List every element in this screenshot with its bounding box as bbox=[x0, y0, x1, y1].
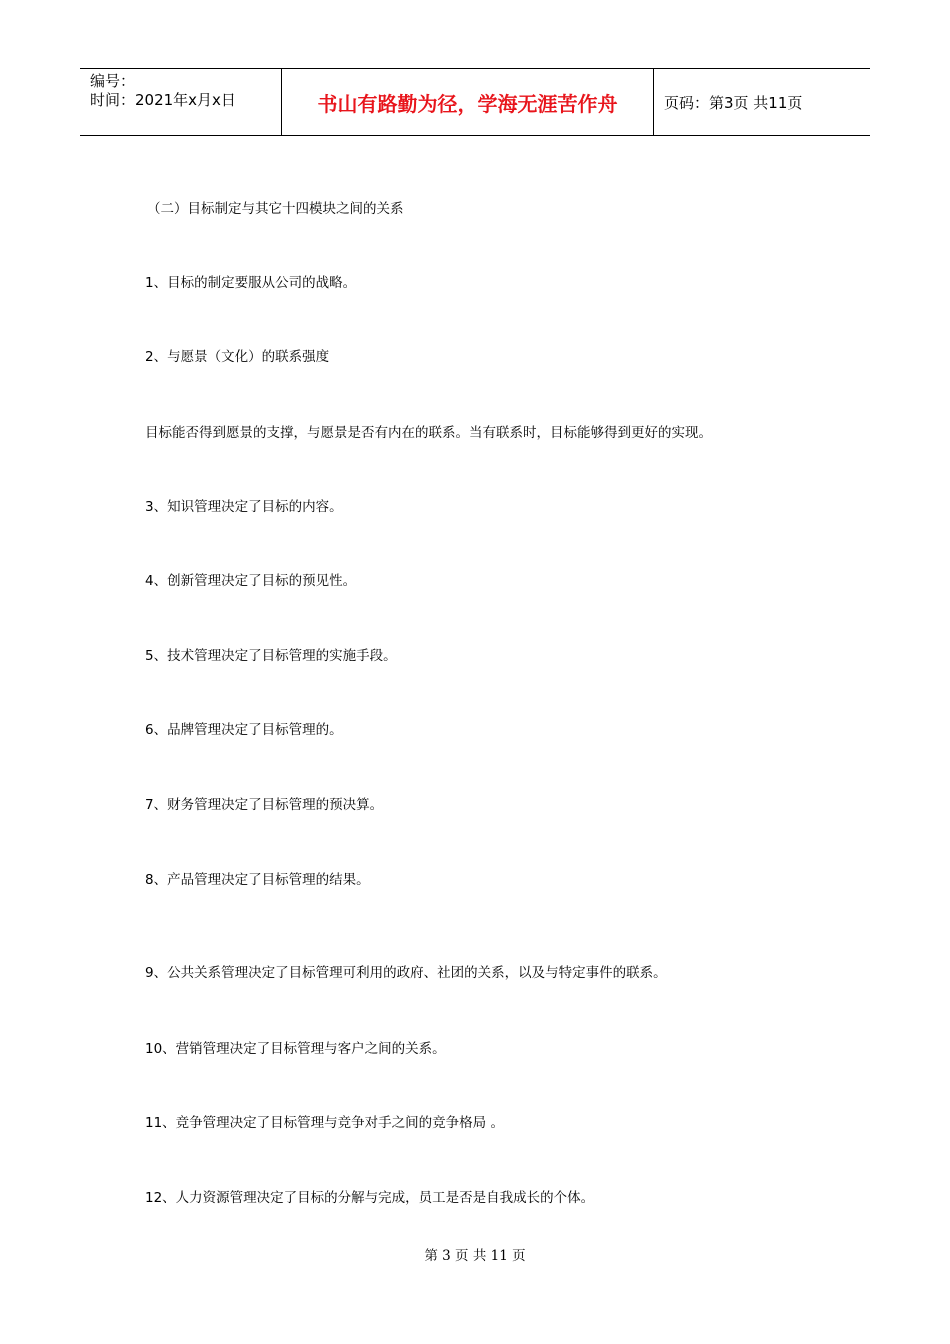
list-item: 5、技术管理决定了目标管理的实施手段。 bbox=[145, 648, 397, 664]
list-item: 11、竞争管理决定了目标管理与竞争对手之间的竞争格局 。 bbox=[145, 1115, 504, 1131]
list-item: 10、营销管理决定了目标管理与客户之间的关系。 bbox=[145, 1041, 446, 1057]
header-page-cell bbox=[654, 69, 870, 135]
document-header bbox=[80, 68, 870, 136]
list-item: 7、财务管理决定了目标管理的预决算。 bbox=[145, 797, 384, 813]
header-meta-cell bbox=[80, 69, 281, 135]
list-item: 2、与愿景（文化）的联系强度 bbox=[145, 349, 330, 365]
list-item: 3、知识管理决定了目标的内容。 bbox=[145, 499, 343, 515]
page-footer: 第 3 页 共 11 页 bbox=[424, 1248, 526, 1264]
list-item: 12、人力资源管理决定了目标的分解与完成，员工是否是自我成长的个体。 bbox=[145, 1190, 595, 1206]
motto: 书山有路勤为径，学海无涯苦作舟 bbox=[317, 92, 618, 116]
time-label: 时间：2021年x月x日 bbox=[90, 91, 236, 109]
header-motto-cell bbox=[281, 69, 654, 135]
list-item: 4、创新管理决定了目标的预见性。 bbox=[145, 573, 357, 589]
page-info: 页码：第3页 共11页 bbox=[664, 94, 803, 112]
list-item: 6、品牌管理决定了目标管理的。 bbox=[145, 722, 343, 738]
list-item: 8、产品管理决定了目标管理的结果。 bbox=[145, 872, 370, 888]
body-paragraph: 目标能否得到愿景的支撑，与愿景是否有内在的联系。当有联系时，目标能够得到更好的实现。 bbox=[145, 425, 712, 441]
section-heading: （二）目标制定与其它十四模块之间的关系 bbox=[147, 201, 404, 217]
list-item: 9、公共关系管理决定了目标管理可利用的政府、社团的关系，以及与特定事件的联系。 bbox=[145, 965, 667, 981]
serial-number-label: 编号： bbox=[90, 72, 136, 90]
list-item: 1、目标的制定要服从公司的战略。 bbox=[145, 275, 357, 291]
